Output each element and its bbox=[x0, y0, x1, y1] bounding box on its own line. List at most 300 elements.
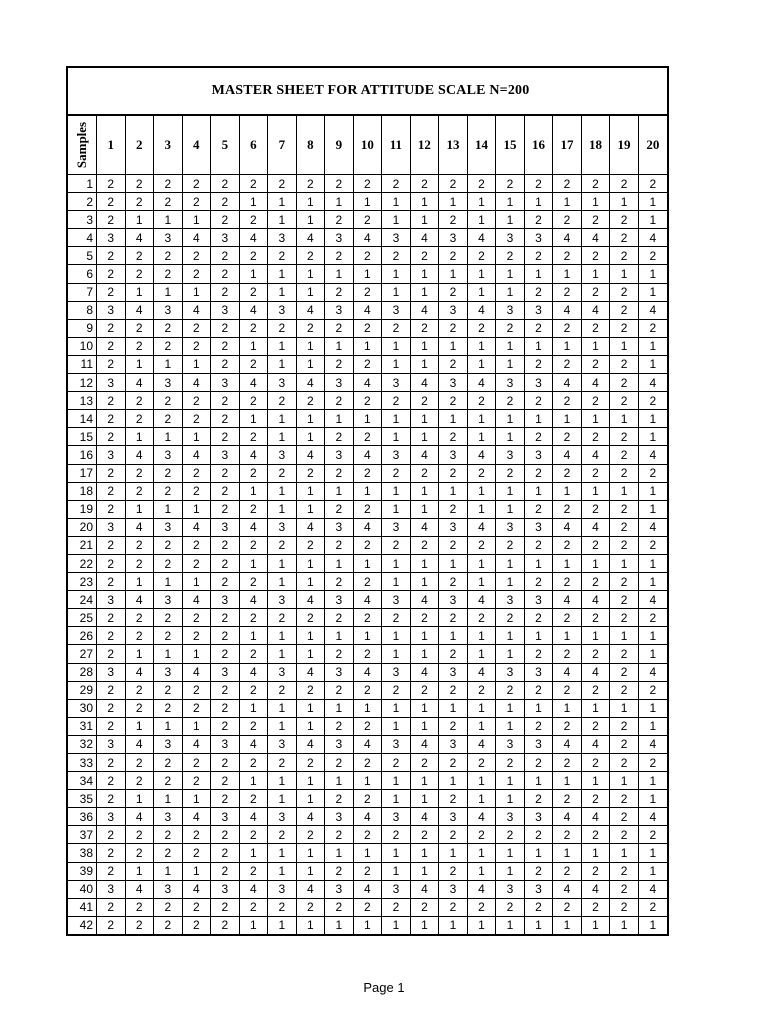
table-cell: 1 bbox=[496, 790, 525, 808]
table-cell: 1 bbox=[467, 790, 496, 808]
table-cell: 1 bbox=[125, 862, 154, 880]
table-cell: 2 bbox=[97, 645, 126, 663]
table-cell: 1 bbox=[467, 193, 496, 211]
table-cell: 1 bbox=[610, 482, 639, 500]
table-cell: 1 bbox=[581, 410, 610, 428]
table-cell: 2 bbox=[211, 175, 240, 193]
table-cell: 2 bbox=[638, 247, 667, 265]
table-cell: 4 bbox=[581, 374, 610, 392]
table-cell: 2 bbox=[211, 283, 240, 301]
table-cell: 1 bbox=[154, 428, 183, 446]
table-cell: 1 bbox=[154, 573, 183, 591]
table-cell: 2 bbox=[382, 898, 411, 916]
table-cell: 2 bbox=[610, 591, 639, 609]
table-cell: 2 bbox=[353, 790, 382, 808]
table-row bbox=[68, 717, 667, 735]
table-cell: 2 bbox=[182, 916, 211, 934]
table-cell: 1 bbox=[439, 844, 468, 862]
table-row bbox=[68, 554, 667, 572]
sample-number: 34 bbox=[68, 772, 97, 790]
table-cell: 1 bbox=[610, 699, 639, 717]
table-cell: 2 bbox=[182, 898, 211, 916]
table-cell: 4 bbox=[296, 880, 325, 898]
table-cell: 1 bbox=[382, 500, 411, 518]
table-cell: 2 bbox=[581, 355, 610, 373]
table-cell: 4 bbox=[410, 880, 439, 898]
sample-number: 22 bbox=[68, 554, 97, 572]
table-cell: 1 bbox=[610, 772, 639, 790]
table-cell: 2 bbox=[182, 609, 211, 627]
table-cell: 1 bbox=[268, 717, 297, 735]
table-cell: 1 bbox=[581, 482, 610, 500]
table-cell: 2 bbox=[125, 627, 154, 645]
table-cell: 1 bbox=[268, 645, 297, 663]
table-cell: 3 bbox=[325, 808, 354, 826]
sample-number: 9 bbox=[68, 319, 97, 337]
table-cell: 1 bbox=[296, 844, 325, 862]
column-header: 16 bbox=[524, 116, 553, 175]
table-cell: 1 bbox=[496, 916, 525, 934]
table-cell: 3 bbox=[154, 880, 183, 898]
sample-number: 42 bbox=[68, 916, 97, 934]
table-cell: 2 bbox=[524, 790, 553, 808]
table-cell: 1 bbox=[638, 337, 667, 355]
table-cell: 2 bbox=[211, 826, 240, 844]
table-cell: 1 bbox=[296, 573, 325, 591]
table-cell: 2 bbox=[382, 319, 411, 337]
table-cell: 2 bbox=[610, 898, 639, 916]
table-cell: 2 bbox=[524, 319, 553, 337]
table-cell: 1 bbox=[239, 916, 268, 934]
sample-number: 1 bbox=[68, 175, 97, 193]
table-cell: 4 bbox=[182, 446, 211, 464]
table-cell: 2 bbox=[154, 392, 183, 410]
table-cell: 2 bbox=[496, 247, 525, 265]
table-cell: 3 bbox=[154, 229, 183, 247]
table-cell: 2 bbox=[581, 464, 610, 482]
table-cell: 4 bbox=[182, 229, 211, 247]
table-row bbox=[68, 536, 667, 554]
table-cell: 3 bbox=[496, 808, 525, 826]
table-cell: 4 bbox=[239, 301, 268, 319]
table-cell: 2 bbox=[239, 681, 268, 699]
table-cell: 3 bbox=[97, 229, 126, 247]
table-cell: 1 bbox=[496, 699, 525, 717]
table-cell: 2 bbox=[125, 247, 154, 265]
table-cell: 1 bbox=[296, 554, 325, 572]
table-cell: 4 bbox=[553, 446, 582, 464]
table-cell: 1 bbox=[125, 283, 154, 301]
table-cell: 3 bbox=[154, 663, 183, 681]
table-cell: 2 bbox=[638, 681, 667, 699]
table-cell: 1 bbox=[638, 265, 667, 283]
table-cell: 4 bbox=[638, 374, 667, 392]
table-cell: 2 bbox=[239, 536, 268, 554]
table-cell: 1 bbox=[496, 554, 525, 572]
table-cell: 4 bbox=[125, 229, 154, 247]
table-cell: 1 bbox=[325, 337, 354, 355]
table-cell: 2 bbox=[182, 175, 211, 193]
table-cell: 2 bbox=[125, 319, 154, 337]
table-cell: 4 bbox=[581, 663, 610, 681]
samples-label: Samples bbox=[74, 121, 89, 169]
table-cell: 2 bbox=[638, 826, 667, 844]
table-cell: 2 bbox=[154, 175, 183, 193]
table-cell: 2 bbox=[125, 609, 154, 627]
table-cell: 2 bbox=[239, 790, 268, 808]
sample-number: 15 bbox=[68, 428, 97, 446]
table-cell: 2 bbox=[182, 681, 211, 699]
table-cell: 2 bbox=[239, 283, 268, 301]
table-cell: 2 bbox=[125, 337, 154, 355]
table-row bbox=[68, 772, 667, 790]
table-row bbox=[68, 699, 667, 717]
column-header: 3 bbox=[154, 116, 183, 175]
table-cell: 1 bbox=[182, 790, 211, 808]
table-cell: 2 bbox=[325, 211, 354, 229]
table-cell: 4 bbox=[553, 229, 582, 247]
table-cell: 2 bbox=[610, 609, 639, 627]
table-cell: 2 bbox=[239, 754, 268, 772]
sample-number: 41 bbox=[68, 898, 97, 916]
sample-number: 39 bbox=[68, 862, 97, 880]
column-header: 19 bbox=[610, 116, 639, 175]
table-row bbox=[68, 573, 667, 591]
table-cell: 2 bbox=[610, 573, 639, 591]
table-row bbox=[68, 337, 667, 355]
table-cell: 2 bbox=[97, 337, 126, 355]
table-cell: 2 bbox=[610, 536, 639, 554]
table-cell: 2 bbox=[325, 536, 354, 554]
table-cell: 4 bbox=[553, 518, 582, 536]
table-cell: 3 bbox=[154, 446, 183, 464]
table-cell: 2 bbox=[610, 446, 639, 464]
table-cell: 3 bbox=[325, 518, 354, 536]
table-cell: 2 bbox=[638, 392, 667, 410]
table-cell: 1 bbox=[553, 482, 582, 500]
table-cell: 2 bbox=[239, 247, 268, 265]
sample-number: 31 bbox=[68, 717, 97, 735]
table-cell: 2 bbox=[97, 211, 126, 229]
table-cell: 1 bbox=[553, 265, 582, 283]
table-cell: 1 bbox=[467, 211, 496, 229]
table-cell: 4 bbox=[353, 229, 382, 247]
table-cell: 1 bbox=[268, 772, 297, 790]
table-row bbox=[68, 319, 667, 337]
table-cell: 2 bbox=[125, 410, 154, 428]
table-cell: 2 bbox=[553, 573, 582, 591]
table-cell: 2 bbox=[211, 428, 240, 446]
table-cell: 2 bbox=[610, 663, 639, 681]
table-cell: 2 bbox=[524, 536, 553, 554]
table-cell: 2 bbox=[268, 536, 297, 554]
table-cell: 2 bbox=[325, 717, 354, 735]
table-cell: 2 bbox=[581, 717, 610, 735]
table-cell: 4 bbox=[182, 663, 211, 681]
column-header: 2 bbox=[125, 116, 154, 175]
table-cell: 2 bbox=[353, 500, 382, 518]
table-row bbox=[68, 175, 667, 193]
table-cell: 1 bbox=[239, 193, 268, 211]
table-cell: 1 bbox=[410, 790, 439, 808]
table-cell: 1 bbox=[524, 554, 553, 572]
table-cell: 2 bbox=[182, 699, 211, 717]
table-cell: 1 bbox=[581, 844, 610, 862]
table-cell: 2 bbox=[553, 681, 582, 699]
table-cell: 2 bbox=[211, 645, 240, 663]
table-cell: 2 bbox=[325, 790, 354, 808]
table-cell: 2 bbox=[239, 355, 268, 373]
table-cell: 1 bbox=[353, 699, 382, 717]
table-cell: 4 bbox=[182, 301, 211, 319]
table-cell: 2 bbox=[154, 754, 183, 772]
table-cell: 2 bbox=[410, 536, 439, 554]
table-cell: 2 bbox=[182, 754, 211, 772]
table-cell: 2 bbox=[182, 319, 211, 337]
table-cell: 1 bbox=[467, 772, 496, 790]
table-cell: 3 bbox=[382, 518, 411, 536]
table-cell: 4 bbox=[410, 735, 439, 753]
table-cell: 2 bbox=[325, 319, 354, 337]
table-cell: 2 bbox=[296, 319, 325, 337]
table-cell: 1 bbox=[467, 844, 496, 862]
table-cell: 2 bbox=[125, 754, 154, 772]
table-row bbox=[68, 754, 667, 772]
sample-number: 36 bbox=[68, 808, 97, 826]
table-row bbox=[68, 211, 667, 229]
table-cell: 1 bbox=[125, 717, 154, 735]
sample-number: 21 bbox=[68, 536, 97, 554]
table-cell: 2 bbox=[154, 681, 183, 699]
table-cell: 4 bbox=[581, 591, 610, 609]
table-cell: 1 bbox=[467, 355, 496, 373]
table-cell: 2 bbox=[296, 898, 325, 916]
table-row bbox=[68, 500, 667, 518]
table-cell: 4 bbox=[553, 663, 582, 681]
table-cell: 3 bbox=[496, 880, 525, 898]
table-cell: 2 bbox=[439, 500, 468, 518]
table-cell: 3 bbox=[382, 229, 411, 247]
table-cell: 2 bbox=[382, 392, 411, 410]
table-cell: 2 bbox=[581, 247, 610, 265]
table-cell: 2 bbox=[125, 916, 154, 934]
table-cell: 1 bbox=[553, 193, 582, 211]
table-cell: 1 bbox=[524, 265, 553, 283]
table-cell: 1 bbox=[182, 645, 211, 663]
table-cell: 2 bbox=[524, 500, 553, 518]
table-cell: 1 bbox=[353, 772, 382, 790]
table-cell: 2 bbox=[268, 247, 297, 265]
header-row bbox=[68, 116, 667, 175]
table-cell: 2 bbox=[553, 500, 582, 518]
table-cell: 1 bbox=[524, 410, 553, 428]
table-cell: 2 bbox=[211, 554, 240, 572]
table-cell: 4 bbox=[410, 518, 439, 536]
table-cell: 1 bbox=[524, 916, 553, 934]
table-cell: 2 bbox=[211, 247, 240, 265]
table-cell: 1 bbox=[296, 337, 325, 355]
table-cell: 4 bbox=[410, 808, 439, 826]
table-cell: 1 bbox=[610, 265, 639, 283]
sample-number: 7 bbox=[68, 283, 97, 301]
table-cell: 1 bbox=[638, 772, 667, 790]
table-cell: 1 bbox=[125, 790, 154, 808]
table-cell: 2 bbox=[211, 790, 240, 808]
table-cell: 3 bbox=[496, 374, 525, 392]
table-cell: 1 bbox=[382, 482, 411, 500]
table-cell: 2 bbox=[125, 392, 154, 410]
table-cell: 3 bbox=[268, 518, 297, 536]
sample-number: 25 bbox=[68, 609, 97, 627]
table-cell: 2 bbox=[496, 826, 525, 844]
table-cell: 2 bbox=[553, 645, 582, 663]
table-cell: 3 bbox=[439, 446, 468, 464]
table-cell: 4 bbox=[353, 591, 382, 609]
table-cell: 1 bbox=[125, 500, 154, 518]
table-cell: 2 bbox=[439, 862, 468, 880]
table-cell: 4 bbox=[239, 374, 268, 392]
table-cell: 2 bbox=[268, 754, 297, 772]
table-cell: 1 bbox=[638, 428, 667, 446]
table-cell: 2 bbox=[524, 428, 553, 446]
table-cell: 2 bbox=[610, 428, 639, 446]
table-cell: 2 bbox=[325, 754, 354, 772]
table-cell: 2 bbox=[211, 319, 240, 337]
table-cell: 4 bbox=[182, 591, 211, 609]
table-cell: 3 bbox=[211, 301, 240, 319]
table-cell: 4 bbox=[125, 663, 154, 681]
table-cell: 2 bbox=[211, 211, 240, 229]
table-cell: 2 bbox=[382, 681, 411, 699]
table-cell: 1 bbox=[296, 699, 325, 717]
table-cell: 3 bbox=[496, 229, 525, 247]
table-cell: 1 bbox=[553, 337, 582, 355]
table-cell: 1 bbox=[610, 844, 639, 862]
table-cell: 1 bbox=[524, 193, 553, 211]
table-cell: 1 bbox=[296, 500, 325, 518]
table-cell: 2 bbox=[211, 898, 240, 916]
table-cell: 1 bbox=[638, 916, 667, 934]
table-cell: 1 bbox=[610, 193, 639, 211]
table-cell: 3 bbox=[524, 808, 553, 826]
table-cell: 1 bbox=[496, 211, 525, 229]
table-cell: 2 bbox=[325, 862, 354, 880]
table-cell: 1 bbox=[154, 283, 183, 301]
table-cell: 2 bbox=[97, 355, 126, 373]
table-cell: 2 bbox=[467, 319, 496, 337]
table-cell: 4 bbox=[581, 808, 610, 826]
table-cell: 2 bbox=[496, 175, 525, 193]
table-cell: 1 bbox=[125, 573, 154, 591]
table-row bbox=[68, 301, 667, 319]
table-cell: 1 bbox=[382, 772, 411, 790]
table-cell: 1 bbox=[154, 717, 183, 735]
table-cell: 3 bbox=[439, 735, 468, 753]
table-cell: 1 bbox=[467, 645, 496, 663]
table-cell: 1 bbox=[382, 627, 411, 645]
table-cell: 1 bbox=[268, 410, 297, 428]
table-cell: 2 bbox=[581, 862, 610, 880]
table-cell: 2 bbox=[581, 609, 610, 627]
table-cell: 1 bbox=[410, 283, 439, 301]
table-cell: 4 bbox=[638, 518, 667, 536]
table-cell: 2 bbox=[353, 283, 382, 301]
table-cell: 2 bbox=[410, 319, 439, 337]
table-cell: 1 bbox=[410, 193, 439, 211]
table-cell: 1 bbox=[524, 337, 553, 355]
table-cell: 2 bbox=[439, 898, 468, 916]
table-cell: 2 bbox=[439, 717, 468, 735]
table-cell: 2 bbox=[353, 609, 382, 627]
table-cell: 1 bbox=[410, 428, 439, 446]
table-cell: 2 bbox=[182, 482, 211, 500]
table-cell: 2 bbox=[410, 681, 439, 699]
table-cell: 2 bbox=[239, 319, 268, 337]
table-cell: 1 bbox=[410, 717, 439, 735]
table-cell: 1 bbox=[467, 627, 496, 645]
table-cell: 3 bbox=[439, 229, 468, 247]
table-cell: 2 bbox=[353, 862, 382, 880]
column-header: 13 bbox=[439, 116, 468, 175]
table-cell: 4 bbox=[581, 735, 610, 753]
table-cell: 2 bbox=[97, 754, 126, 772]
table-row bbox=[68, 826, 667, 844]
sample-number: 16 bbox=[68, 446, 97, 464]
table-cell: 2 bbox=[496, 392, 525, 410]
table-cell: 1 bbox=[325, 482, 354, 500]
table-cell: 2 bbox=[296, 754, 325, 772]
sample-number: 38 bbox=[68, 844, 97, 862]
table-cell: 4 bbox=[125, 808, 154, 826]
table-cell: 1 bbox=[553, 772, 582, 790]
table-cell: 2 bbox=[353, 392, 382, 410]
table-cell: 1 bbox=[382, 554, 411, 572]
sample-number: 17 bbox=[68, 464, 97, 482]
table-cell: 2 bbox=[524, 898, 553, 916]
table-cell: 1 bbox=[268, 265, 297, 283]
table-cell: 2 bbox=[410, 826, 439, 844]
table-cell: 1 bbox=[182, 862, 211, 880]
table-cell: 2 bbox=[410, 609, 439, 627]
table-cell: 2 bbox=[553, 428, 582, 446]
table-cell: 2 bbox=[125, 826, 154, 844]
table-cell: 1 bbox=[382, 428, 411, 446]
table-cell: 1 bbox=[154, 355, 183, 373]
table-cell: 1 bbox=[581, 772, 610, 790]
table-cell: 2 bbox=[382, 609, 411, 627]
table-cell: 4 bbox=[581, 301, 610, 319]
table-cell: 2 bbox=[239, 500, 268, 518]
table-cell: 2 bbox=[410, 392, 439, 410]
table-cell: 1 bbox=[296, 862, 325, 880]
table-cell: 1 bbox=[353, 627, 382, 645]
table-cell: 1 bbox=[610, 916, 639, 934]
table-cell: 3 bbox=[268, 591, 297, 609]
table-row bbox=[68, 247, 667, 265]
table-cell: 2 bbox=[296, 536, 325, 554]
table-cell: 3 bbox=[154, 374, 183, 392]
table-cell: 1 bbox=[638, 283, 667, 301]
table-cell: 1 bbox=[382, 916, 411, 934]
table-cell: 2 bbox=[154, 193, 183, 211]
table-row bbox=[68, 355, 667, 373]
table-cell: 4 bbox=[553, 374, 582, 392]
table-cell: 1 bbox=[410, 627, 439, 645]
table-cell: 1 bbox=[581, 554, 610, 572]
table-cell: 4 bbox=[353, 301, 382, 319]
table-cell: 4 bbox=[239, 735, 268, 753]
table-cell: 1 bbox=[439, 337, 468, 355]
